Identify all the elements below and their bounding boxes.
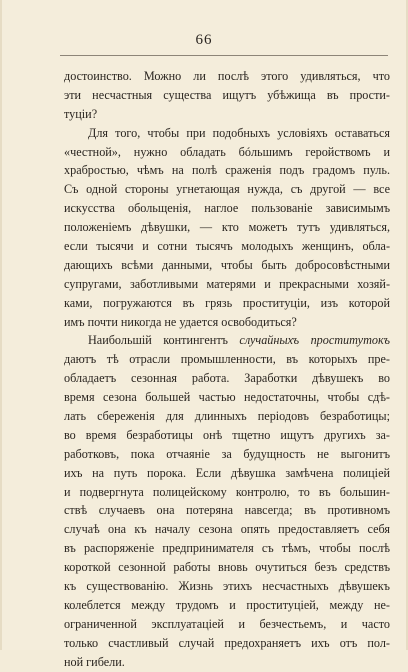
text-line	[64, 313, 390, 332]
text-line	[64, 331, 390, 350]
italic-emphasis: случайныхъ проститутокъ	[239, 333, 390, 348]
text-line	[64, 388, 390, 407]
text-line-content: если тысячи и сотни тысячъ молодыхъ женщинъ, обла-	[64, 239, 390, 254]
text-line	[64, 86, 390, 105]
text-line-content: и подвергнута полицейскому контролю, то въ большин-	[64, 484, 390, 499]
text-line	[64, 294, 390, 313]
text-line-content: имъ почти никогда не удается освободиться?	[64, 314, 297, 329]
text-line-content: храбростью, чѣмъ на полѣ сраженія подъ градомъ пуль.	[64, 163, 390, 178]
text-line-content: ограниченной эксплуатаціей и безчестьемъ, и часто	[64, 616, 390, 631]
text-line	[64, 615, 390, 634]
header-rule	[60, 55, 388, 56]
text-line-content: супругами, заботливыми матерями и прекрасными хозяй-	[64, 276, 390, 291]
text-line	[64, 105, 390, 124]
text-line-content: Для того, чтобы при подобныхъ условіяхъ оставаться	[88, 125, 390, 140]
text-line	[64, 180, 390, 199]
text-line-content: Съ одной стороны угнетающая нужда, съ другой — все	[64, 182, 390, 197]
text-line	[64, 369, 390, 388]
text-line-content: ной гибели.	[64, 654, 125, 669]
text-line-content: туціи?	[64, 106, 98, 121]
text-line-content: работковъ, пока отчаяніе за будущность не выгонитъ	[64, 446, 390, 461]
text-line-content: Наибольшій контингентъ	[88, 333, 240, 348]
text-line-content: во время безработицы онѣ тщетно ищутъ другихъ за-	[64, 427, 390, 442]
text-line	[64, 464, 390, 483]
text-line	[64, 256, 390, 275]
text-line-content: колеблется между трудомъ и проституціей, между не-	[64, 597, 390, 612]
text-line-content: эти несчастныя существа ищутъ убѣжища въ прости-	[64, 87, 390, 102]
text-line	[64, 407, 390, 426]
text-line	[64, 67, 390, 86]
text-line	[64, 218, 390, 237]
text-line	[64, 558, 390, 577]
text-line	[64, 520, 390, 539]
text-line-content: искусства обольщенія, наглое пользованіе зависимымъ	[64, 201, 390, 216]
text-line	[64, 539, 390, 558]
text-line	[64, 501, 390, 520]
text-line	[64, 161, 390, 180]
text-line	[64, 143, 390, 162]
text-line-content: въ распоряженіе предпринимателя съ тѣмъ, чтобы послѣ	[64, 541, 390, 556]
text-line	[64, 124, 390, 143]
text-line-content: лать сбереженія для длинныхъ періодовъ безработицы;	[64, 409, 390, 424]
body-text	[64, 67, 390, 672]
text-line	[64, 199, 390, 218]
text-line	[64, 596, 390, 615]
text-line-content: «честной», нужно обладать бóльшимъ геройствомъ и	[64, 144, 390, 159]
text-line	[64, 275, 390, 294]
text-line-content: только счастливый случай предохраняетъ ихъ отъ пол-	[64, 635, 390, 650]
text-line-content: достоинство. Можно ли послѣ этого удивляться, что	[64, 69, 390, 83]
text-line	[64, 350, 390, 369]
text-line-content: ствѣ случаевъ она потеряна навсегда; въ противномъ	[64, 503, 390, 518]
text-line	[64, 653, 390, 672]
text-line	[64, 237, 390, 256]
text-line-content: даютъ тѣ отрасли промышленности, въ которыхъ пре-	[64, 352, 390, 367]
text-line	[64, 577, 390, 596]
text-line-content: время сезона большей частью недостаточны, чтобы сдѣ-	[64, 390, 390, 405]
text-line	[64, 483, 390, 502]
text-line-content: случаѣ она къ началу сезона опять предоставляетъ себя	[64, 522, 390, 537]
text-line-content: короткой сезонной работы вновь очутиться безъ средствъ	[64, 560, 390, 575]
text-line-content: обладаетъ сезонная работа. Заработки дѣвушекъ во	[64, 371, 390, 386]
text-line	[64, 445, 390, 464]
text-line-content: ихъ на путь порока. Если дѣвушка замѣчена полиціей	[64, 465, 390, 480]
text-line	[64, 426, 390, 445]
text-line-content: къ существованію. Жизнь этихъ несчастныхъ дѣвушекъ	[64, 579, 390, 594]
text-line-content: дающихъ всѣми данными, чтобы быть добросовѣстными	[64, 257, 390, 272]
page-number: 66	[195, 32, 213, 48]
text-line-content: положеніемъ дѣвушки, — кто можетъ тутъ удивляться,	[64, 220, 390, 235]
text-line-content: ками, погружаются въ грязь проституціи, изъ которой	[64, 295, 390, 310]
